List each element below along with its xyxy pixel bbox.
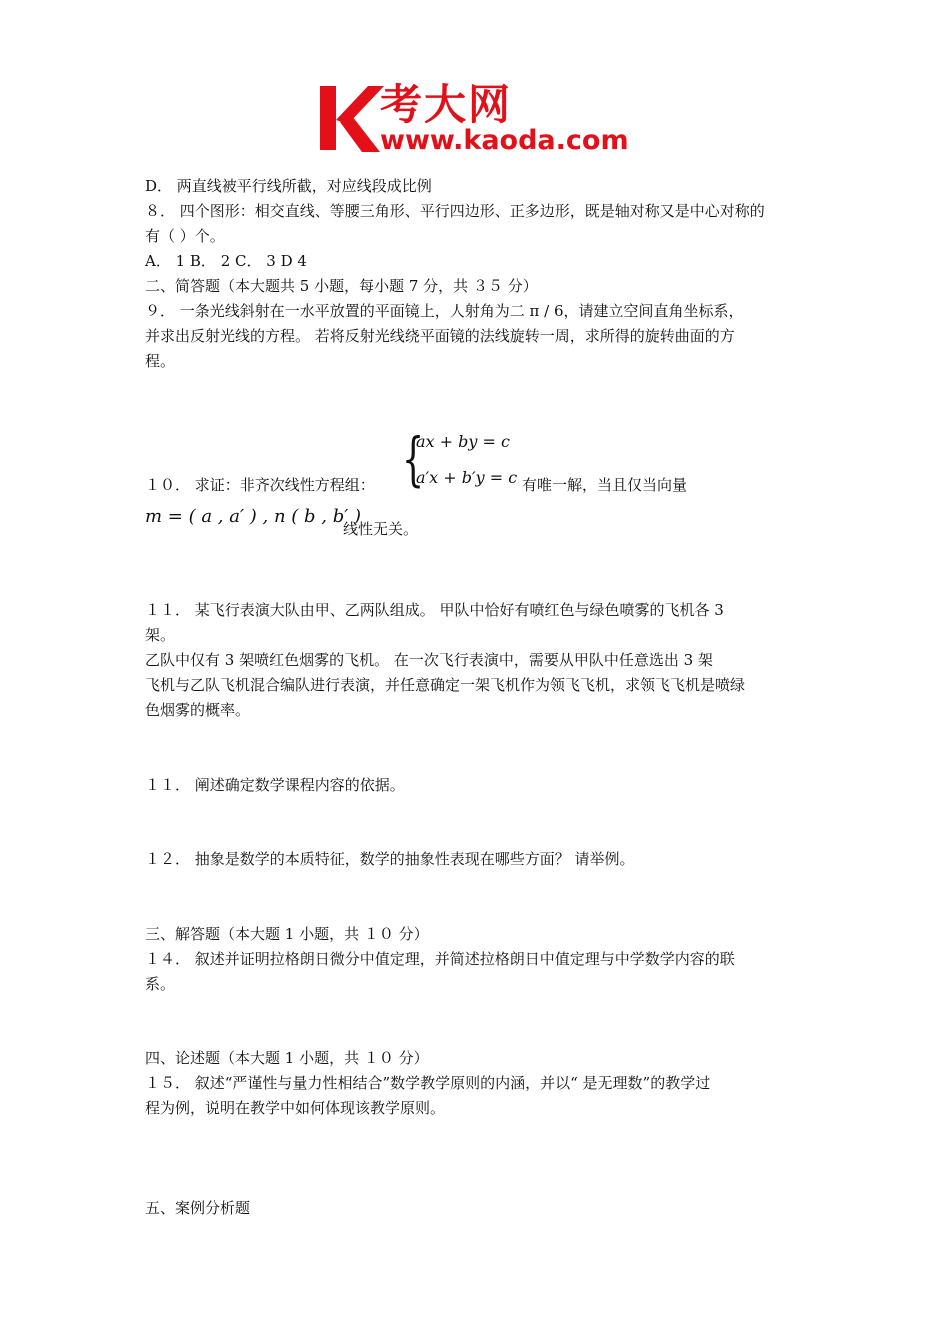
section-2-heading: 二、简答题（本大题共 5 小题，每小题 7 分，共 ３５ 分） xyxy=(145,277,538,295)
section-5-heading: 五、案例分析题 xyxy=(145,1199,251,1217)
vector-expression: m = ( a , a′ ) , n ( b , b′ ) xyxy=(145,506,362,527)
question-11-line-4: 飞机与乙队飞机混合编队进行表演，并任意确定一架飞机作为领飞飞机，求领飞飞机是喷绿 xyxy=(145,676,746,694)
question-11-line-2: 架。 xyxy=(145,626,176,644)
question-12: １２． 抽象是数学的本质特征，数学的抽象性表现在哪些方面？ 请举例。 xyxy=(145,850,635,868)
question-11-line-1: １１． 某飞行表演大队由甲、乙两队组成。 甲队中恰好有喷红色与绿色喷雾的飞机各 3 xyxy=(145,601,724,619)
section-4-heading: 四、论述题（本大题 1 小题，共 １０ 分） xyxy=(145,1049,429,1067)
question-10-suffix: 有唯一解，当且仅当向量 xyxy=(522,476,688,494)
equation-brace: { xyxy=(402,425,425,493)
question-11b: １１． 阐述确定数学课程内容的依据。 xyxy=(145,776,405,794)
question-9-line-3: 程。 xyxy=(145,352,176,370)
question-8-line-1: ８． 四个图形：相交直线、等腰三角形、平行四边形、正多边形，既是轴对称又是中心对称的 xyxy=(145,202,765,220)
question-10-prefix: １０． 求证：非齐次线性方程组： xyxy=(145,476,375,494)
question-11-line-5: 色烟雾的概率。 xyxy=(145,701,251,719)
question-9-line-2: 并求出反射光线的方程。 若将反射光线绕平面镜的法线旋转一周，求所得的旋转曲面的方 xyxy=(145,327,735,345)
question-11-line-3: 乙队中仅有 3 架喷红色烟雾的飞机。 在一次飞行表演中，需要从甲队中任意选出 3 架 xyxy=(145,651,713,669)
question-10-end: 线性无关。 xyxy=(343,520,419,538)
logo-chinese-text: 考大网 xyxy=(380,80,513,129)
equation-2: a′x + b′y = c xyxy=(416,468,518,487)
question-14-line-1: １４． 叙述并证明拉格朗日微分中值定理，并简述拉格朗日中值定理与中学数学内容的联 xyxy=(145,950,735,968)
question-15-line-2: 程为例，说明在教学中如何体现该教学原则。 xyxy=(145,1099,446,1117)
equation-system xyxy=(402,425,532,498)
question-15-line-1: １５． 叙述“严谨性与量力性相结合”数学教学原则的内涵，并以“ 是无理数”的教学过 xyxy=(145,1074,711,1092)
kaoda-logo xyxy=(318,80,648,160)
kaoda-k-icon xyxy=(318,84,384,154)
question-14-line-2: 系。 xyxy=(145,975,176,993)
section-3-heading: 三、解答题（本大题 1 小题，共 １０ 分） xyxy=(145,925,429,943)
question-8-options: A． 1 B． 2 C． 3 D 4 xyxy=(145,252,307,270)
option-d-line: D． 两直线被平行线所截，对应线段成比例 xyxy=(145,177,432,195)
question-8-line-2: 有（ ）个。 xyxy=(145,227,225,245)
question-9-line-1: ９． 一条光线斜射在一水平放置的平面镜上，人射角为二 π / 6，请建立空间直角坐标系， xyxy=(145,302,744,320)
equation-1: ax + by = c xyxy=(416,432,510,451)
logo-url-text: www.kaoda.com xyxy=(380,125,629,156)
